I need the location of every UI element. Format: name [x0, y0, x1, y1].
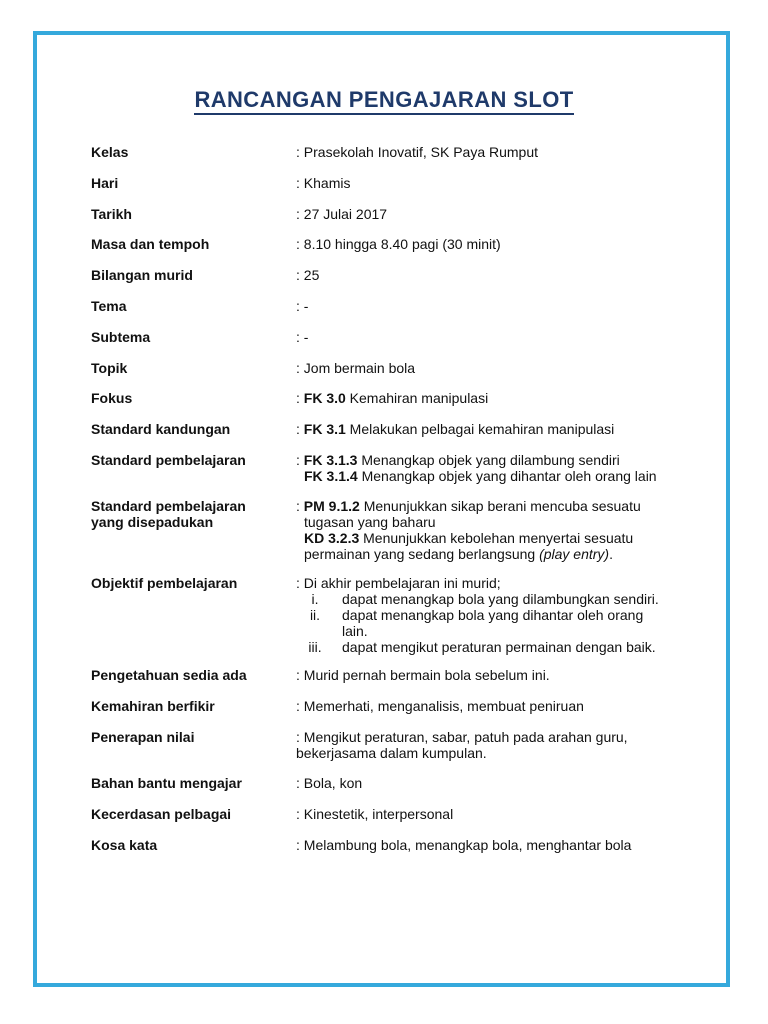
list-item [296, 639, 686, 655]
value-standard-kandungan [296, 421, 686, 437]
label-tarikh: Tarikh [91, 206, 132, 222]
colon: : [296, 421, 304, 437]
text-fk314: Menangkap objek yang dihantar oleh orang lain [357, 468, 657, 484]
label-bilangan: Bilangan murid [91, 267, 193, 283]
code-fk30: FK 3.0 [303, 390, 346, 406]
sd-line-3 [296, 530, 686, 546]
code-fk31: FK 3.1 [303, 421, 346, 437]
label-topik: Topik [91, 360, 128, 376]
code-pm912: PM 9.1.2 [303, 498, 360, 514]
text-play-entry: (play entry) [539, 546, 610, 562]
label-kemahiran: Kemahiran berfikir [91, 698, 215, 714]
label-tema: Tema [91, 298, 127, 314]
value-tema: : - [296, 298, 309, 314]
label-subtema: Subtema [91, 329, 151, 345]
objektif-intro: : Di akhir pembelajaran ini murid; [296, 575, 501, 591]
code-fk313: FK 3.1.3 [303, 452, 358, 468]
value-standard-disepadukan [296, 498, 686, 562]
list-item [296, 607, 686, 639]
label-standard-disepadukan [91, 498, 291, 530]
label-objektif: Objektif pembelajaran [91, 575, 238, 591]
value-kosa-kata: : Melambung bola, menangkap bola, menghantar bola [296, 837, 632, 853]
label-standard-pembelajaran: Standard pembelajaran [91, 452, 246, 468]
code-kd323: KD 3.2.3 [304, 530, 360, 546]
list-text: dapat menangkap bola yang dihantar oleh orang [342, 607, 644, 623]
value-hari: : Khamis [296, 175, 351, 191]
text-permainan: permainan yang sedang berlangsung [304, 546, 540, 562]
title-text: RANCANGAN PENGAJARAN SLOT [194, 87, 573, 115]
penerapan-line-1: : Mengikut peraturan, sabar, patuh pada arahan guru, [296, 729, 628, 745]
sd-line-1 [296, 498, 686, 514]
label-kosa-kata: Kosa kata [91, 837, 158, 853]
label-pengetahuan: Pengetahuan sedia ada [91, 667, 247, 683]
colon: : [296, 390, 304, 406]
label-penerapan: Penerapan nilai [91, 729, 195, 745]
label-fokus: Fokus [91, 390, 133, 406]
list-text: dapat menangkap bola yang dilambungkan sendiri. [342, 591, 659, 607]
value-tarikh: : 27 Julai 2017 [296, 206, 388, 222]
colon: : [296, 452, 304, 468]
value-masa: : 8.10 hingga 8.40 pagi (30 minit) [296, 236, 501, 252]
sd-line-2: tugasan yang baharu [304, 514, 436, 530]
list-item [296, 591, 686, 607]
list-number: i. [311, 591, 319, 607]
label-bahan: Bahan bantu mengajar [91, 775, 242, 791]
value-bilangan: : 25 [296, 267, 320, 283]
period: . [609, 546, 613, 562]
label-kecerdasan: Kecerdasan pelbagai [91, 806, 232, 822]
sd-line-4 [296, 546, 686, 562]
label-kelas: Kelas [91, 144, 129, 160]
value-penerapan [296, 729, 686, 761]
value-kecerdasan: : Kinestetik, interpersonal [296, 806, 454, 822]
value-objektif [296, 575, 686, 655]
label-masa: Masa dan tempoh [91, 236, 210, 252]
code-fk314: FK 3.1.4 [304, 468, 358, 484]
label-hari: Hari [91, 175, 119, 191]
text-standard-kandungan: Melakukan pelbagai kemahiran manipulasi [345, 421, 615, 437]
sp-line-1 [296, 452, 686, 468]
list-text-cont: lain. [342, 623, 368, 639]
label-line-2: yang disepadukan [91, 514, 214, 530]
value-subtema: : - [296, 329, 309, 345]
page-title [0, 87, 768, 113]
text-fokus: Kemahiran manipulasi [345, 390, 489, 406]
value-bahan: : Bola, kon [296, 775, 363, 791]
colon: : [296, 498, 304, 514]
list-number: ii. [309, 607, 321, 623]
value-kelas: : Prasekolah Inovatif, SK Paya Rumput [296, 144, 539, 160]
value-standard-pembelajaran [296, 452, 686, 484]
label-line-1: Standard pembelajaran [91, 498, 246, 514]
list-text: dapat mengikut peraturan permainan dengan baik. [342, 639, 656, 655]
list-number: iii. [308, 639, 322, 655]
value-pengetahuan: : Murid pernah bermain bola sebelum ini. [296, 667, 550, 683]
value-fokus [296, 390, 686, 406]
text-pm912: Menunjukkan sikap berani mencuba sesuatu [359, 498, 641, 514]
label-standard-kandungan: Standard kandungan [91, 421, 231, 437]
text-kd323: Menunjukkan kebolehan menyertai sesuatu [359, 530, 634, 546]
penerapan-line-2: bekerjasama dalam kumpulan. [296, 745, 487, 761]
value-topik: : Jom bermain bola [296, 360, 416, 376]
sp-line-2 [296, 468, 686, 484]
value-kemahiran: : Memerhati, menganalisis, membuat peniruan [296, 698, 584, 714]
text-fk313: Menangkap objek yang dilambung sendiri [357, 452, 620, 468]
